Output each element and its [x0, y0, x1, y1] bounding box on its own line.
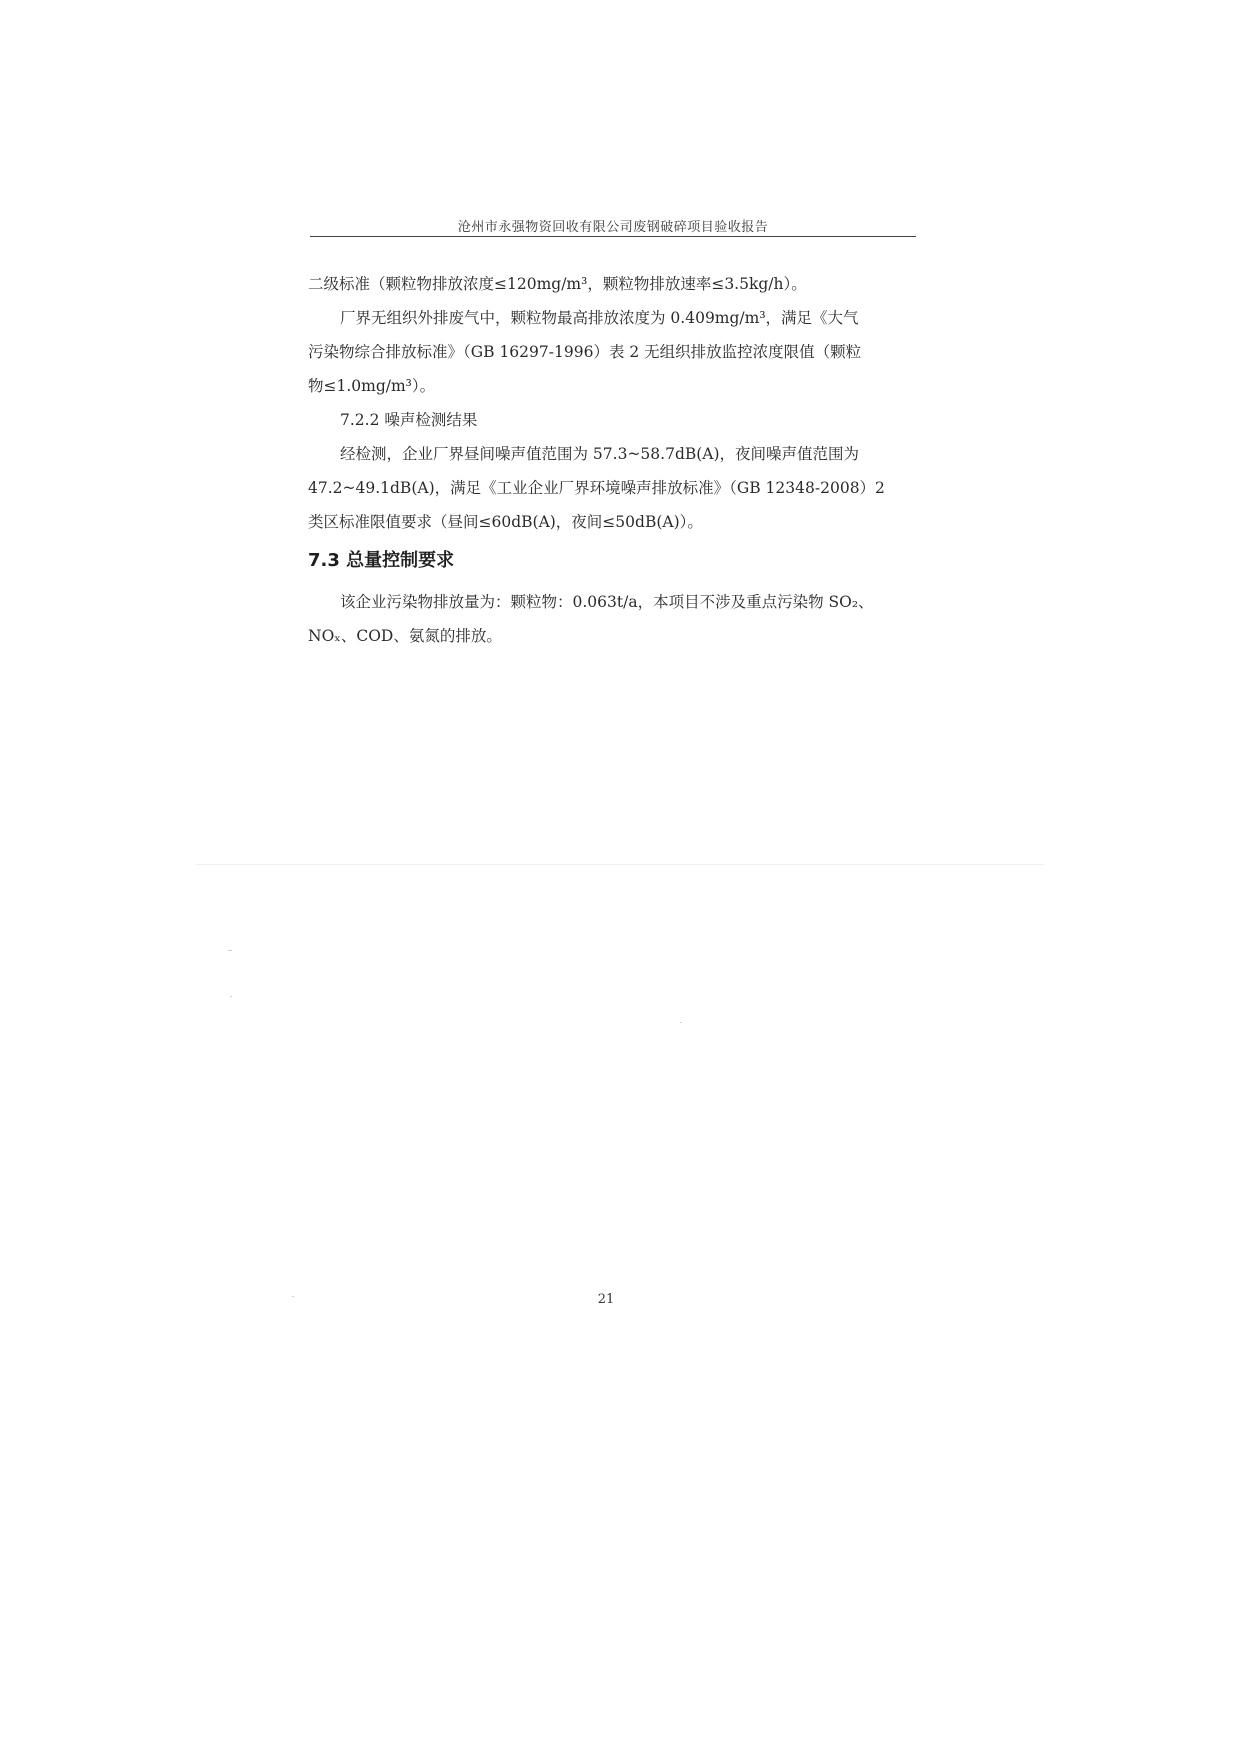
- section-heading: 7.3 总量控制要求: [308, 550, 455, 571]
- header-divider: [310, 236, 916, 237]
- paragraph-line: 污染物综合排放标准》（GB 16297-1996）表 2 无组织排放监控浓度限值（颗粒: [308, 343, 862, 361]
- scan-speck: [228, 950, 232, 951]
- paragraph-line: 该企业污染物排放量为：颗粒物：0.063t/a，本项目不涉及重点污染物 SO₂、: [340, 593, 874, 611]
- scan-speck: [230, 996, 232, 997]
- paragraph-line: 厂界无组织外排废气中，颗粒物最高排放浓度为 0.409mg/m³，满足《大气: [340, 309, 859, 327]
- page-number: 21: [597, 1292, 615, 1307]
- scan-speck: [292, 1296, 294, 1297]
- scan-speck: [680, 1022, 682, 1023]
- subsection-heading: 7.2.2 噪声检测结果: [340, 411, 478, 429]
- paragraph-line: NOₓ、COD、氨氮的排放。: [308, 627, 502, 645]
- page-header-title: 沧州市永强物资回收有限公司废钢破碎项目验收报告: [457, 220, 769, 235]
- paragraph-line: 二级标准（颗粒物排放浓度≤120mg/m³，颗粒物排放速率≤3.5kg/h）。: [308, 275, 807, 293]
- paragraph-line: 经检测，企业厂界昼间噪声值范围为 57.3~58.7dB(A)，夜间噪声值范围为: [340, 445, 860, 463]
- scan-artifact-line: [196, 864, 1044, 865]
- paragraph-line: 物≤1.0mg/m³）。: [308, 377, 436, 395]
- paragraph-line: 类区标准限值要求（昼间≤60dB(A)，夜间≤50dB(A)）。: [308, 513, 703, 531]
- paragraph-line: 47.2~49.1dB(A)，满足《工业企业厂界环境噪声排放标准》（GB 12348-2008）2: [308, 479, 885, 497]
